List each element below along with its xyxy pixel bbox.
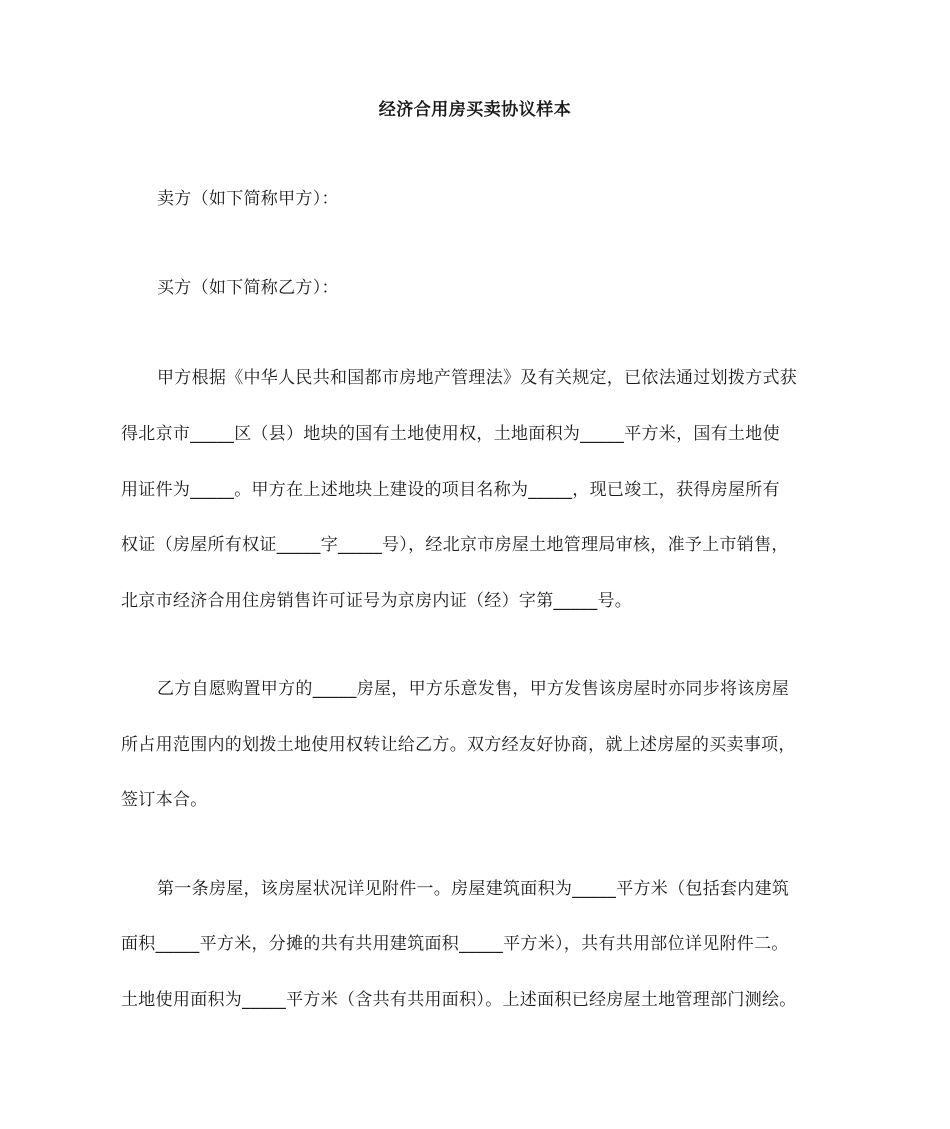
paragraph-1-line: 北京市经济合用住房销售许可证号为京房内证（经）字第_____号。 — [121, 591, 633, 611]
buyer-line: 买方（如下简称乙方）： — [157, 278, 339, 298]
paragraph-1-line: 甲方根据《中华人民共和国都市房地产管理法》及有关规定，已依法通过划拨方式获 — [157, 368, 798, 388]
paragraph-2-line: 所占用范围内的划拨土地使用权转让给乙方。双方经友好协商，就上述房屋的买卖事项， — [121, 735, 796, 755]
paragraph-2-line: 乙方自愿购置甲方的_____房屋，甲方乐意发售，甲方发售该房屋时亦同步将该房屋 — [157, 679, 790, 699]
seller-line: 卖方（如下简称甲方）： — [157, 189, 339, 209]
paragraph-3-line: 面积_____平方米，分摊的共有共用建筑面积_____平方米），共有共用部位详见附件二。 — [121, 934, 789, 954]
paragraph-1-line: 得北京市_____区（县）地块的国有土地使用权，土地面积为_____平方米，国有土地使 — [121, 424, 780, 444]
paragraph-1-line: 权证（房屋所有权证_____字_____号），经北京市房屋土地管理局审核，准予上市销售， — [121, 535, 789, 555]
paragraph-2-line: 签订本合。 — [121, 790, 208, 810]
paragraph-3-line: 土地使用面积为_____平方米（含共有共用面积）。上述面积已经房屋土地管理部门测绘。 — [121, 990, 797, 1010]
document-title: 经济合用房买卖协议样本 — [378, 100, 572, 120]
paragraph-1-line: 用证件为_____。甲方在上述地块上建设的项目名称为_____，现已竣工，获得房屋所有 — [121, 480, 780, 500]
paragraph-3-line: 第一条房屋，该房屋状况详见附件一。房屋建筑面积为_____平方米（包括套内建筑 — [157, 879, 790, 899]
